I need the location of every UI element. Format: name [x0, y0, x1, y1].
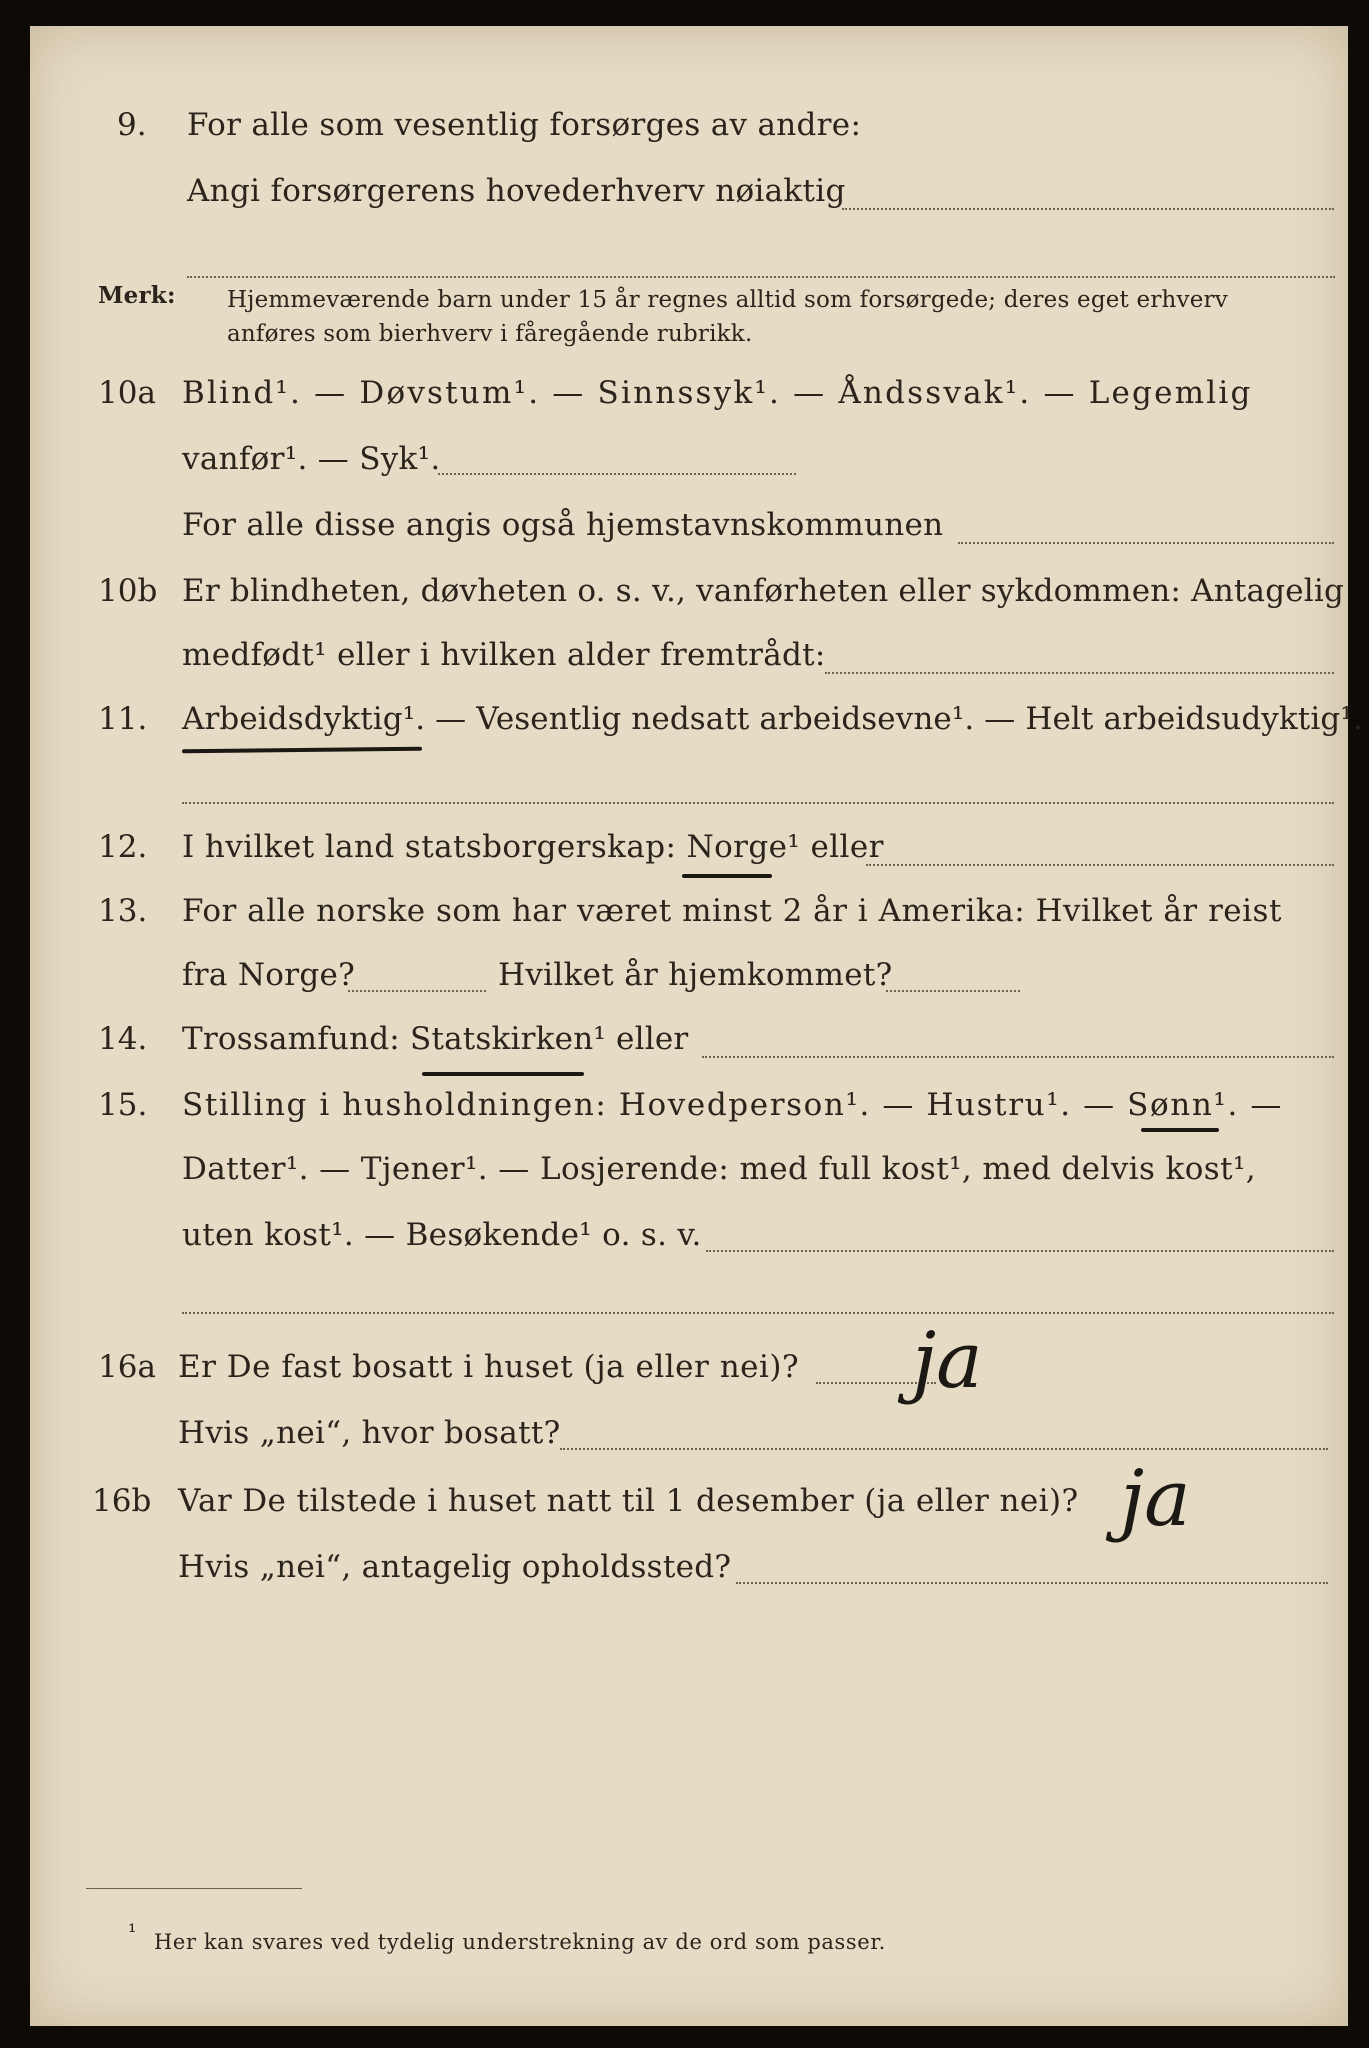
q10b-line2: medfødt¹ eller i hvilken alder fremtrådt: [182, 637, 826, 673]
q16a-line2: Hvis „nei“, hvor bosatt? [178, 1415, 561, 1451]
q16b-whereabouts-line-visible [736, 1582, 1328, 1584]
q14-line1: Trossamfund: Statskirken¹ eller [182, 1021, 689, 1057]
q14-answer-line [702, 1056, 1334, 1058]
q9-number: 9. [117, 107, 147, 143]
q15-line2: Datter¹. — Tjener¹. — Losjerende: med full kost¹, med delvis kost¹, [182, 1151, 1257, 1187]
q16b-number: 16b [92, 1483, 152, 1519]
q9-answer-line-2 [187, 276, 1335, 278]
q13-line2b: Hvilket år hjemkommet? [498, 957, 893, 993]
q12-number: 12. [98, 829, 148, 865]
q11-handwritten-underline [182, 747, 422, 754]
merk-line1: Hjemmeværende barn under 15 år regnes alltid som forsørgede; deres eget erhverv [227, 287, 1228, 313]
q16b-line1: Var De tilstede i huset natt til 1 desember (ja eller nei)? [178, 1483, 1079, 1519]
q10a-line2: vanfør¹. — Syk¹. [182, 441, 441, 477]
merk-label: Merk: [98, 282, 176, 309]
census-form-page [30, 26, 1363, 2026]
footnote-text: Her kan svares ved tydelig understrekning av de ord som passer. [154, 1930, 886, 1954]
q10a-line3: For alle disse angis også hjemstavnskommunen [182, 507, 944, 543]
q13-year-returned-line [886, 990, 1020, 992]
q14-number: 14. [98, 1021, 148, 1057]
q12-line1: I hvilket land statsborgerskap: Norge¹ eller [182, 829, 884, 865]
q11-number: 11. [98, 701, 148, 737]
q9-line1: For alle som vesentlig forsørges av andre: [187, 107, 862, 143]
q10b-line1: Er blindheten, døvheten o. s. v., vanførheten eller sykdommen: Antagelig [182, 573, 1345, 609]
q10a-line1: Blind¹. — Døvstum¹. — Sinnssyk¹. — Åndssvak¹. — Legemlig [182, 375, 1253, 411]
q15-number: 15. [98, 1087, 148, 1123]
q12-handwritten-underline [682, 874, 772, 878]
q16a-number: 16a [98, 1349, 156, 1385]
merk-line2: anføres som bierhverv i fåregående rubrikk. [227, 321, 753, 347]
q16b-line2: Hvis „nei“, antagelig opholdssted? [178, 1549, 732, 1585]
q15-line3: uten kost¹. — Besøkende¹ o. s. v. [182, 1217, 702, 1253]
q16b-handwritten-answer: ja [1120, 1454, 1191, 1544]
q10a-answer-line [438, 473, 796, 475]
q15-line1: Stilling i husholdningen: Hovedperson¹. — Hustru¹. — Sønn¹. — [182, 1087, 1283, 1123]
q10a-home-municipality-line [958, 542, 1334, 544]
q13-number: 13. [98, 893, 148, 929]
footnote-mark: ¹ [128, 1920, 137, 1944]
q11-answer-line [182, 802, 1334, 804]
q10b-number: 10b [98, 573, 158, 609]
q10b-answer-line [825, 672, 1334, 674]
q10a-number: 10a [98, 375, 156, 411]
q16a-line1: Er De fast bosatt i huset (ja eller nei)? [178, 1349, 800, 1385]
q15-answer-line [706, 1250, 1334, 1252]
q15-answer-line-2 [182, 1312, 1334, 1314]
q9-answer-line [842, 208, 1334, 210]
q16a-residence-line [560, 1448, 1328, 1450]
q15-handwritten-underline [1141, 1128, 1219, 1132]
footnote-rule [86, 1888, 302, 1889]
q9-line2: Angi forsørgerens hovederhverv nøiaktig [187, 173, 846, 209]
q11-line1: Arbeidsdyktig¹. — Vesentlig nedsatt arbeidsevne¹. — Helt arbeidsudyktig¹. [182, 701, 1363, 737]
q14-handwritten-underline [422, 1072, 584, 1076]
q16a-handwritten-answer: ja [912, 1316, 983, 1406]
q13-year-left-line [348, 990, 486, 992]
q13-line1: For alle norske som har været minst 2 år i Amerika: Hvilket år reist [182, 893, 1282, 929]
q13-line2a: fra Norge? [182, 957, 356, 993]
q12-answer-line [866, 864, 1334, 866]
